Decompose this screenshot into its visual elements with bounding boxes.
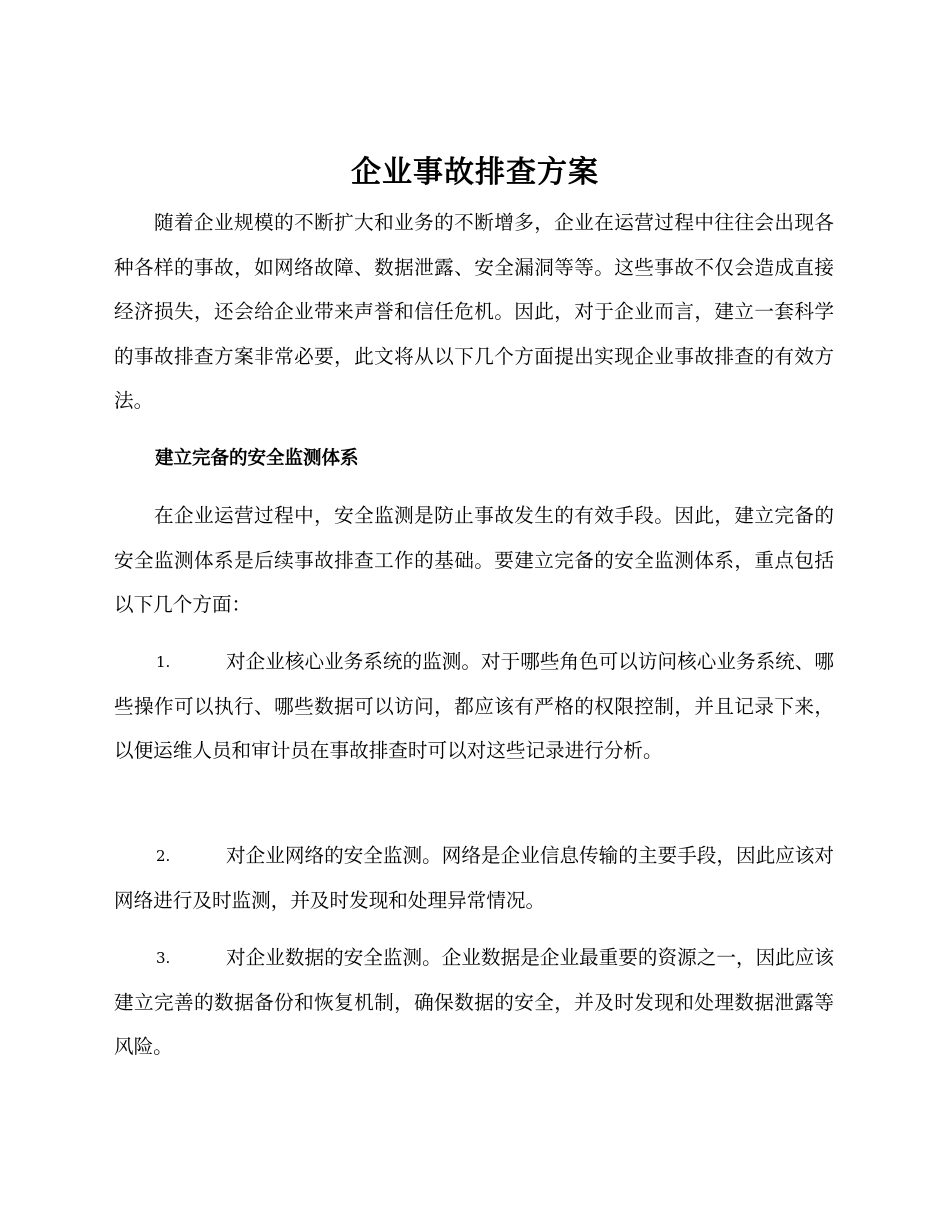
intro-paragraph: 随着企业规模的不断扩大和业务的不断增多，企业在运营过程中往往会出现各种各样的事故，如网络故障、数据泄露、安全漏洞等等。这些事故不仅会造成直接经济损失，还会给企业带来声誉和信任危机。因此，对于企业而言，建立一套科学的事故排查方案非常必要，此文将从以下几个方面提出实现企业事故排查的有效方法。	[114, 211, 834, 412]
list-item-text: 对企业核心业务系统的监测。对于哪些角色可以访问核心业务系统、哪些操作可以执行、哪些数据可以访问，都应该有严格的权限控制，并且记录下来，以便运维人员和审计员在事故排查时可以对这些记录进行分析。	[114, 650, 834, 762]
list-item-number: 2.	[156, 847, 171, 865]
list-item-number: 3.	[156, 949, 171, 967]
list-item	[114, 640, 834, 774]
document-title: 企业事故排查方案	[351, 155, 599, 190]
section-heading: 建立完备的安全监测体系	[155, 448, 359, 469]
list-item-text: 对企业数据的安全监测。企业数据是企业最重要的资源之一，因此应该建立完善的数据备份和恢复机制，确保数据的安全，并及时发现和处理数据泄露等风险。	[114, 946, 834, 1058]
list-item	[114, 936, 834, 1070]
list-item	[114, 834, 834, 923]
list-item-number: 1.	[156, 653, 171, 671]
section-body-paragraph: 在企业运营过程中，安全监测是防止事故发生的有效手段。因此，建立完备的安全监测体系是后续事故排查工作的基础。要建立完备的安全监测体系，重点包括以下几个方面：	[114, 504, 834, 616]
list-item-text: 对企业网络的安全监测。网络是企业信息传输的主要手段，因此应该对网络进行及时监测，并及时发现和处理异常情况。	[114, 844, 834, 912]
